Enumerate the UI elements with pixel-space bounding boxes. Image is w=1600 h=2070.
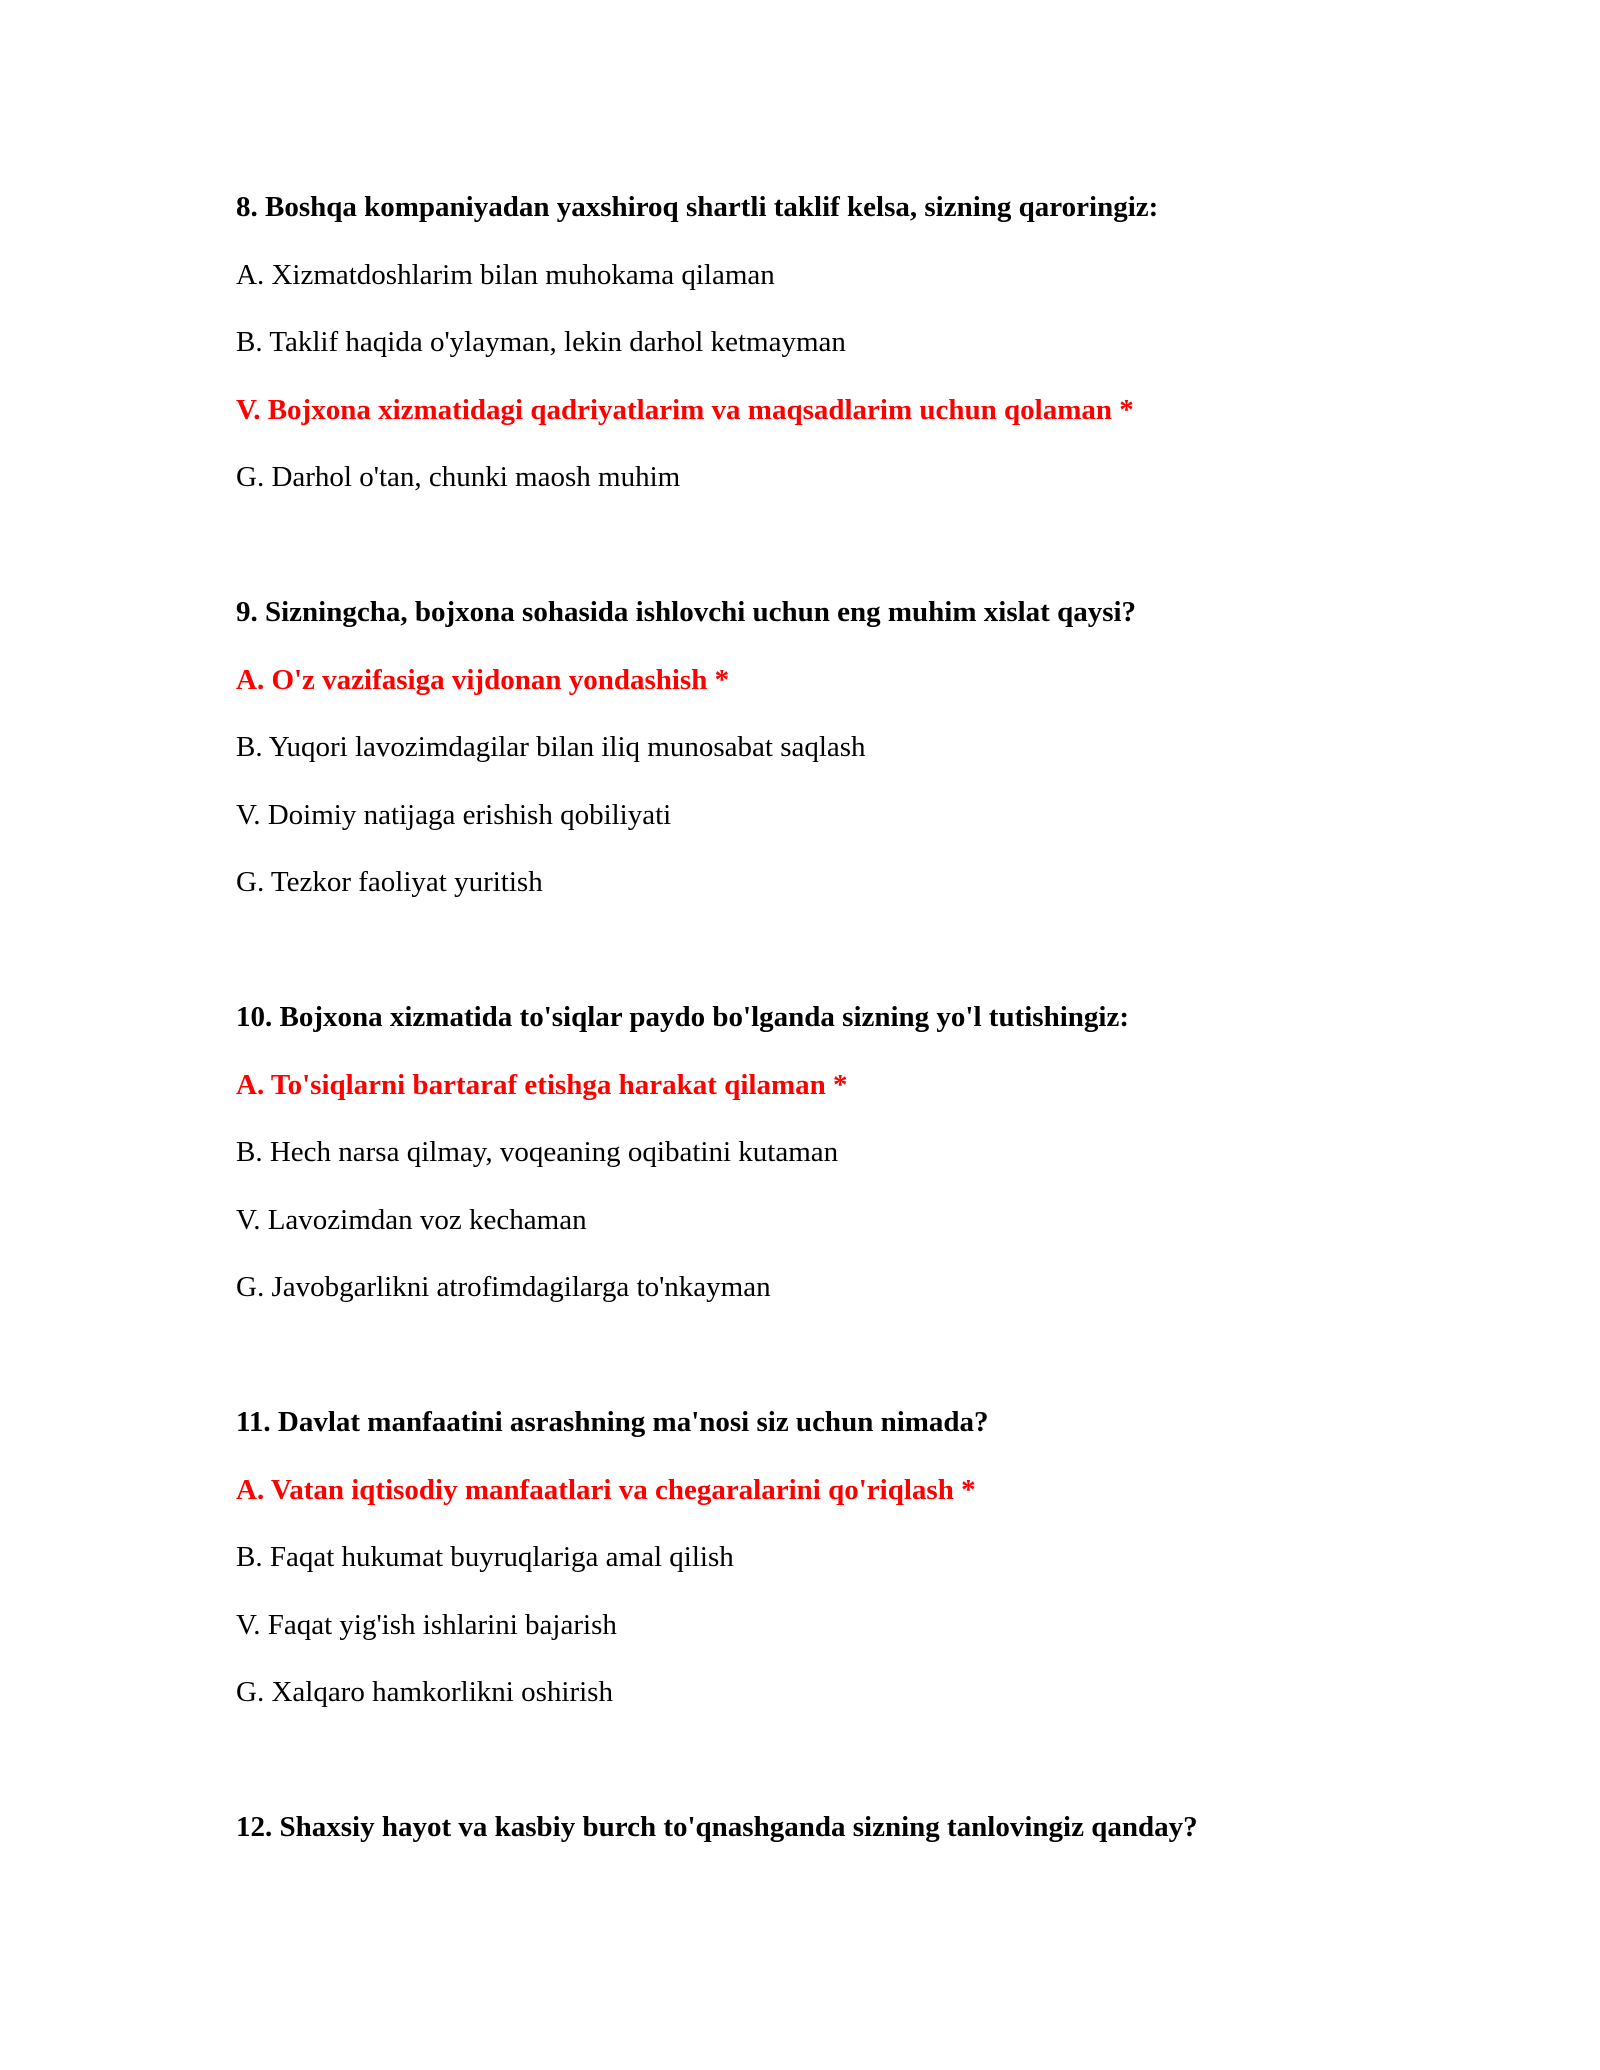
question-8-option-v-correct: V. Bojxona xizmatidagi qadriyatlarim va maqsadlarim uchun qolaman * — [236, 394, 1134, 426]
question-9-option-v: V. Doimiy natijaga erishish qobiliyati — [236, 799, 672, 831]
question-8-option-b: B. Taklif haqida o'ylayman, lekin darhol ketmayman — [236, 326, 846, 358]
question-9-option-g: G. Tezkor faoliyat yuritish — [236, 866, 543, 898]
question-9-option-b: B. Yuqori lavozimdagilar bilan iliq munosabat saqlash — [236, 731, 866, 763]
question-8-option-a: A. Xizmatdoshlarim bilan muhokama qilaman — [236, 259, 775, 291]
question-9-text: 9. Sizningcha, bojxona sohasida ishlovchi uchun eng muhim xislat qaysi? — [236, 596, 1137, 628]
question-11-option-b: B. Faqat hukumat buyruqlariga amal qilish — [236, 1541, 734, 1573]
question-11-text: 11. Davlat manfaatini asrashning ma'nosi siz uchun nimada? — [236, 1406, 989, 1438]
question-11-option-a-correct: A. Vatan iqtisodiy manfaatlari va chegaralarini qo'riqlash * — [236, 1474, 976, 1506]
question-11-option-v: V. Faqat yig'ish ishlarini bajarish — [236, 1609, 617, 1641]
question-8-option-g: G. Darhol o'tan, chunki maosh muhim — [236, 461, 681, 493]
question-10-text: 10. Bojxona xizmatida to'siqlar paydo bo'lganda sizning yo'l tutishingiz: — [236, 1001, 1129, 1033]
question-11-option-g: G. Xalqaro hamkorlikni oshirish — [236, 1676, 613, 1708]
question-8-text: 8. Boshqa kompaniyadan yaxshiroq shartli taklif kelsa, sizning qaroringiz: — [236, 191, 1159, 223]
question-12-text: 12. Shaxsiy hayot va kasbiy burch to'qnashganda sizning tanlovingiz qanday? — [236, 1811, 1198, 1843]
question-10-option-g: G. Javobgarlikni atrofimdagilarga to'nkayman — [236, 1271, 771, 1303]
question-9-option-a-correct: A. O'z vazifasiga vijdonan yondashish * — [236, 664, 730, 696]
question-10-option-v: V. Lavozimdan voz kechaman — [236, 1204, 587, 1236]
question-10-option-a-correct: A. To'siqlarni bartaraf etishga harakat qilaman * — [236, 1069, 848, 1101]
question-10-option-b: B. Hech narsa qilmay, voqeaning oqibatini kutaman — [236, 1136, 839, 1168]
